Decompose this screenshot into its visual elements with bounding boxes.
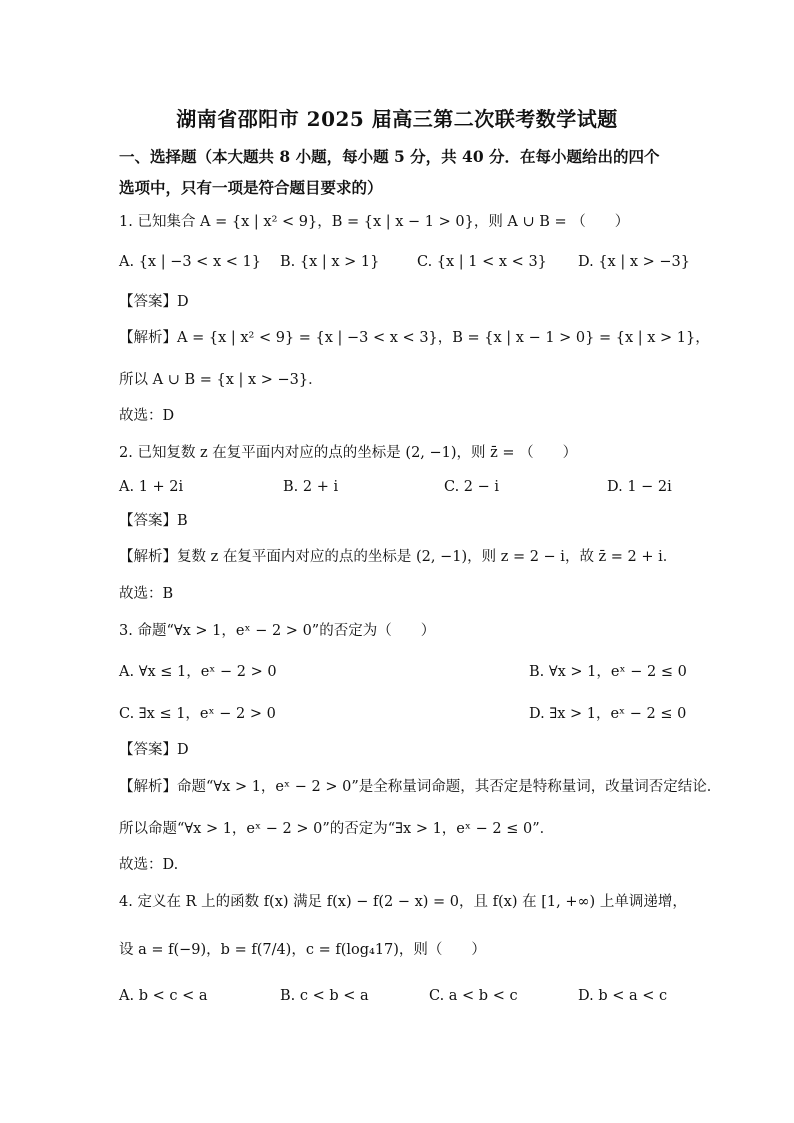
question-1-stem: 1. 已知集合 A = {x | x² < 9}，B = {x | x − 1 > 0}，则 A ∪ B = （ ） bbox=[119, 214, 630, 230]
question-2-option-c: C. 2 − i bbox=[444, 479, 500, 495]
page-title: 湖南省邵阳市 2025 届高三第二次联考数学试题 bbox=[176, 107, 618, 131]
question-2-answer: 【答案】B bbox=[119, 513, 188, 529]
question-1-analysis-line2: 所以 A ∪ B = {x | x > −3}． bbox=[119, 372, 323, 388]
question-2-conclusion: 故选：B bbox=[119, 586, 174, 602]
question-1-answer: 【答案】D bbox=[119, 294, 189, 310]
question-2-option-a: A. 1 + 2i bbox=[119, 479, 184, 495]
question-3-answer: 【答案】D bbox=[119, 742, 189, 758]
question-4-option-c: C. a < b < c bbox=[429, 988, 518, 1004]
question-2-stem: 2. 已知复数 z 在复平面内对应的点的坐标是 (2, −1)，则 z̄ = （ ） bbox=[119, 445, 578, 461]
question-1-option-c: C. {x | 1 < x < 3} bbox=[417, 254, 547, 270]
section-heading-line1: 一、选择题（本大题共 8 小题，每小题 5 分，共 40 分．在每小题给出的四个 bbox=[119, 147, 660, 166]
question-1-conclusion: 故选：D bbox=[119, 408, 175, 424]
question-3-option-d: D. ∃x > 1，eˣ − 2 ≤ 0 bbox=[529, 706, 687, 722]
question-4-stem-line1: 4. 定义在 R 上的函数 f(x) 满足 f(x) − f(2 − x) = 0，且 f(x) 在 [1, +∞) 上单调递增， bbox=[119, 894, 687, 910]
question-3-stem: 3. 命题“∀x > 1，eˣ − 2 > 0”的否定为（ ） bbox=[119, 623, 436, 639]
question-3-option-b: B. ∀x > 1，eˣ − 2 ≤ 0 bbox=[529, 664, 687, 680]
question-1-analysis-line1: 【解析】A = {x | x² < 9} = {x | −3 < x < 3}，B = {x | x − 1 > 0} = {x | x > 1}， bbox=[119, 330, 710, 346]
question-3-analysis-line2: 所以命题“∀x > 1，eˣ − 2 > 0”的否定为“∃x > 1，eˣ − 2 ≤ 0”． bbox=[119, 821, 555, 837]
question-3-conclusion: 故选：D. bbox=[119, 857, 179, 873]
question-1-option-d: D. {x | x > −3} bbox=[578, 254, 690, 270]
question-4-stem-line2: 设 a = f(−9)，b = f(7/4)，c = f(log₄17)，则（ ） bbox=[119, 942, 486, 958]
question-3-option-c: C. ∃x ≤ 1，eˣ − 2 > 0 bbox=[119, 706, 276, 722]
question-1-option-b: B. {x | x > 1} bbox=[280, 254, 380, 270]
question-4-option-a: A. b < c < a bbox=[119, 988, 208, 1004]
question-3-analysis-line1: 【解析】命题“∀x > 1，eˣ − 2 > 0”是全称量词命题，其否定是特称量词，改量词否定结论． bbox=[119, 779, 722, 795]
question-1-option-a: A. {x | −3 < x < 1} bbox=[119, 254, 261, 270]
question-2-analysis: 【解析】复数 z 在复平面内对应的点的坐标是 (2, −1)，则 z = 2 − i，故 z̄ = 2 + i． bbox=[119, 549, 678, 565]
question-2-option-b: B. 2 + i bbox=[283, 479, 339, 495]
question-3-option-a: A. ∀x ≤ 1，eˣ − 2 > 0 bbox=[119, 664, 277, 680]
section-heading-line2: 选项中，只有一项是符合题目要求的） bbox=[119, 178, 383, 197]
question-4-option-b: B. c < b < a bbox=[280, 988, 369, 1004]
question-4-option-d: D. b < a < c bbox=[578, 988, 668, 1004]
question-2-option-d: D. 1 − 2i bbox=[607, 479, 672, 495]
